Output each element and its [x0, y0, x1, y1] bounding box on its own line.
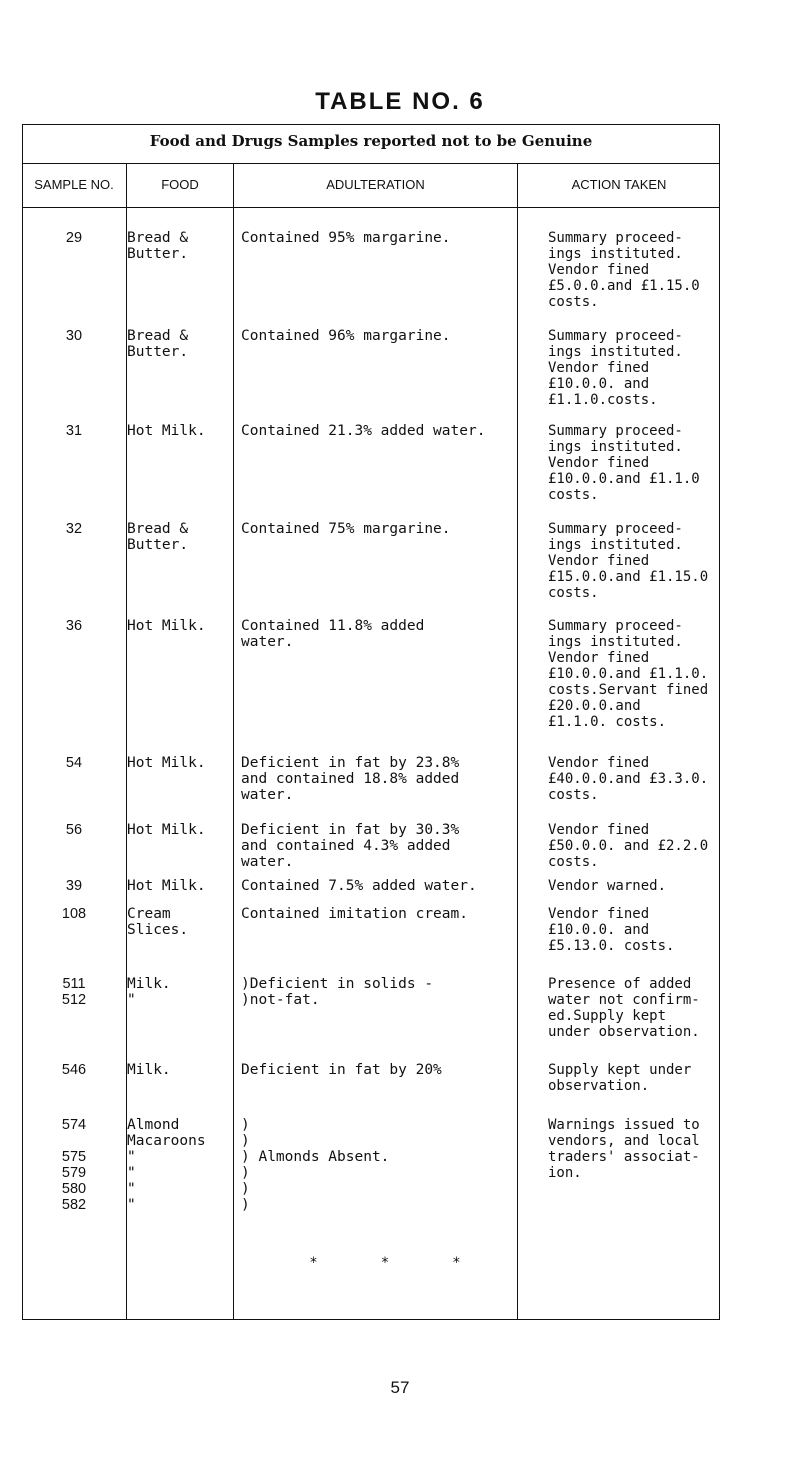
header-sample-no: SAMPLE NO.: [34, 177, 114, 192]
food-item: Bread & Butter.: [127, 328, 189, 360]
page-number: 57: [390, 1378, 410, 1397]
action-taken: Vendor fined £40.0.0.and £3.3.0. costs.: [548, 755, 709, 803]
food-item: Hot Milk.: [127, 878, 206, 894]
table-caption: Food and Drugs Samples reported not to be Genuine: [149, 132, 593, 150]
column-divider-2: [233, 163, 234, 1320]
action-taken: Presence of added water not confirm- ed.Supply kept under observation.: [548, 976, 700, 1040]
food-item: Almond Macaroons " " " ": [127, 1117, 206, 1213]
sample-number: 32: [65, 521, 83, 537]
sample-number: 574 575 579 580 582: [61, 1117, 87, 1213]
food-item: Hot Milk.: [127, 423, 206, 439]
action-taken: Supply kept under observation.: [548, 1062, 692, 1094]
sample-number: 36: [65, 618, 83, 634]
action-taken: Summary proceed- ings instituted. Vendor fined £10.0.0.and £1.1.0. costs.Servant fined £20.0.0.and £1.1.0. costs.: [548, 618, 709, 730]
food-item: Milk. ": [127, 976, 171, 1008]
action-taken: Summary proceed- ings instituted. Vendor fined £5.0.0.and £1.15.0 costs.: [548, 230, 700, 310]
adulteration-detail: Contained 75% margarine.: [241, 521, 451, 537]
header-action-taken: ACTION TAKEN: [571, 177, 667, 192]
sample-number: 31: [65, 423, 83, 439]
adulteration-detail: Deficient in fat by 23.8% and contained 18.8% added water.: [241, 755, 460, 803]
action-taken: Summary proceed- ings instituted. Vendor fined £10.0.0. and £1.1.0.costs.: [548, 328, 683, 408]
adulteration-detail: Contained 21.3% added water.: [241, 423, 486, 439]
adulteration-detail: Deficient in fat by 20%: [241, 1062, 442, 1078]
sample-number: 54: [65, 755, 83, 771]
header-adulteration: ADULTERATION: [326, 177, 425, 192]
action-taken: Vendor warned.: [548, 878, 667, 894]
sample-number: 56: [65, 822, 83, 838]
adulteration-detail: ) ) ) Almonds Absent. ) ) ): [241, 1117, 390, 1213]
action-taken: Summary proceed- ings instituted. Vendor fined £10.0.0.and £1.1.0 costs.: [548, 423, 700, 503]
adulteration-detail: Contained 96% margarine.: [241, 328, 451, 344]
food-item: Hot Milk.: [127, 822, 206, 838]
action-taken: Warnings issued to vendors, and local traders' associat- ion.: [548, 1117, 700, 1181]
header-food: FOOD: [161, 177, 199, 192]
food-item: Hot Milk.: [127, 618, 206, 634]
page-title: TABLE NO. 6: [315, 88, 485, 115]
sample-number: 546: [61, 1062, 87, 1078]
action-taken: Vendor fined £10.0.0. and £5.13.0. costs.: [548, 906, 675, 954]
food-item: Hot Milk.: [127, 755, 206, 771]
action-taken: Vendor fined £50.0.0. and £2.2.0 costs.: [548, 822, 709, 870]
sample-number: 29: [65, 230, 83, 246]
adulteration-detail: Deficient in fat by 30.3% and contained 4.3% added water.: [241, 822, 460, 870]
sample-number: 108: [61, 906, 87, 922]
sample-number: 39: [65, 878, 83, 894]
food-item: Cream Slices.: [127, 906, 189, 938]
adulteration-detail: Contained 7.5% added water.: [241, 878, 477, 894]
action-taken: Summary proceed- ings instituted. Vendor fined £15.0.0.and £1.15.0 costs.: [548, 521, 709, 601]
adulteration-detail: Contained 11.8% added water.: [241, 618, 425, 650]
adulteration-detail: )Deficient in solids - )not-fat.: [241, 976, 434, 1008]
food-item: Bread & Butter.: [127, 521, 189, 553]
food-item: Milk.: [127, 1062, 171, 1078]
footer-stars: * * *: [310, 1255, 490, 1271]
sample-number: 30: [65, 328, 83, 344]
food-item: Bread & Butter.: [127, 230, 189, 262]
sample-number: 511 512: [61, 976, 87, 1008]
adulteration-detail: Contained 95% margarine.: [241, 230, 451, 246]
adulteration-detail: Contained imitation cream.: [241, 906, 468, 922]
